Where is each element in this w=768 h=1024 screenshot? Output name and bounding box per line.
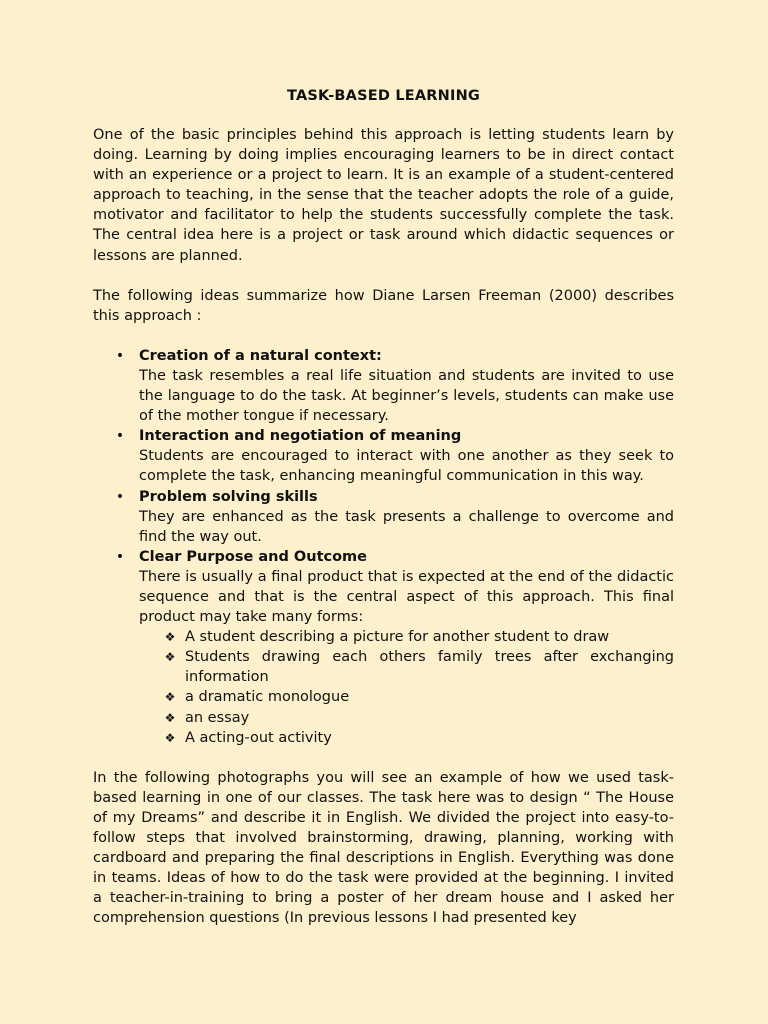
list-item — [115, 487, 674, 547]
item-heading: Problem solving skills — [139, 488, 318, 505]
list-item — [164, 647, 674, 687]
item-text: They are enhanced as the task presents a challenge to overcome and find the way out. — [139, 508, 674, 545]
list-item — [115, 346, 674, 426]
intro-paragraph: One of the basic principles behind this approach is letting students learn by doing. Learning by doing implies encouraging learners to be in direct contact with an experience or a project to learn. It is an example of a student-centered approach to teaching, in the sense that the teacher adopts the role of a guide, motivator and facilitator to help the students successfully complete the task. The central idea here is a project or task around which didactic sequences or lessons are planned. — [93, 127, 674, 264]
diamond-bullet-icon: ❖ — [164, 650, 176, 665]
spacer — [93, 266, 674, 286]
item-text: The task resembles a real life situation and students are invited to use the language to do the task. At beginner’s levels, students can make use of the mother tongue if necessary. — [139, 367, 674, 425]
list-item — [164, 627, 674, 647]
product-form-text: Students drawing each others family trees after exchanging information — [185, 649, 674, 686]
list-item — [115, 547, 674, 748]
item-heading: Clear Purpose and Outcome — [139, 548, 367, 565]
bullet-icon: • — [115, 347, 125, 364]
diamond-bullet-icon: ❖ — [164, 730, 176, 745]
spacer — [93, 748, 674, 768]
product-forms-list — [139, 627, 674, 748]
closing-paragraph: In the following photographs you will see an example of how we used task-based learning in one of our classes. The task here was to design “ The House of my Dreams” and describe it in English. We divided the project into easy-to-follow steps that involved brainstorming, drawing, planning, working with cardboard and preparing the final descriptions in English. Everything was done in teams. Ideas of how to do the task were provided at the beginning. I invited a teacher-in-training to bring a poster of her dream house and I asked her comprehension questions (In previous lessons I had presented key — [93, 769, 674, 927]
summary-intro-paragraph: The following ideas summarize how Diane Larsen Freeman (2000) describes this approach : — [93, 287, 674, 324]
item-heading: Creation of a natural context: — [139, 347, 382, 364]
document-title: TASK-BASED LEARNING — [286, 88, 481, 104]
product-form-text: a dramatic monologue — [185, 689, 350, 706]
list-item — [164, 687, 674, 707]
bullet-icon: • — [115, 428, 125, 445]
bullet-icon: • — [115, 488, 125, 505]
diamond-bullet-icon: ❖ — [164, 710, 176, 725]
spacer — [93, 326, 674, 346]
list-item — [164, 728, 674, 748]
list-item — [115, 426, 674, 486]
list-item — [164, 708, 674, 728]
product-form-text: an essay — [185, 709, 250, 726]
bullet-icon: • — [115, 548, 125, 565]
diamond-bullet-icon: ❖ — [164, 690, 176, 705]
product-form-text: A acting-out activity — [185, 729, 332, 746]
item-text: Students are encouraged to interact with one another as they seek to complete the task, enhancing meaningful communication in this way. — [139, 448, 674, 485]
item-heading: Interaction and negotiation of meaning — [139, 428, 462, 445]
item-text: There is usually a final product that is expected at the end of the didactic sequence and that is the central aspect of this approach. This final product may take many forms: — [139, 568, 674, 626]
product-form-text: A student describing a picture for another student to draw — [185, 629, 610, 646]
principles-list — [93, 346, 674, 748]
diamond-bullet-icon: ❖ — [164, 630, 176, 645]
